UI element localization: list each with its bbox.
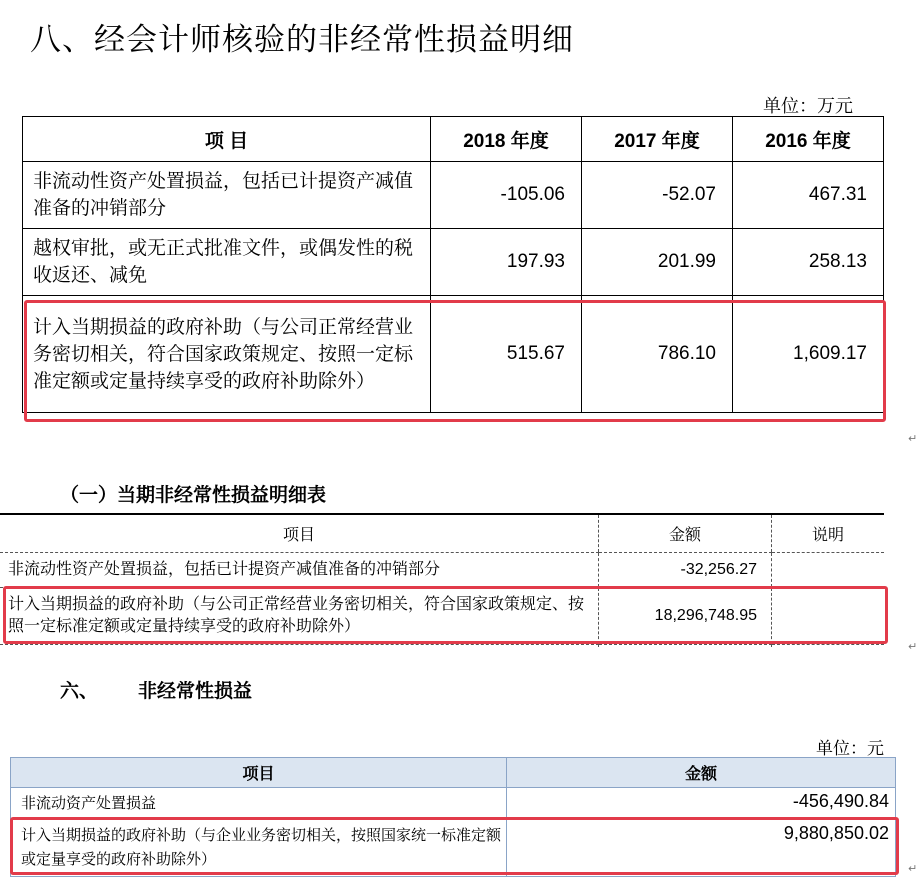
row-amount: -456,490.84	[507, 788, 896, 820]
column-header-item: 项目	[11, 758, 507, 788]
row-value-2018: -105.06	[431, 162, 582, 229]
paragraph-mark-icon: ↵	[908, 641, 918, 653]
row-amount: 9,880,850.02	[507, 820, 896, 877]
row-value-2017: 786.10	[582, 296, 733, 413]
table-row-cut-off	[0, 645, 884, 648]
row-note	[772, 553, 885, 588]
row-value-2016: 1,609.17	[733, 296, 884, 413]
row-item: 计入当期损益的政府补助（与公司正常经营业务密切相关，符合国家政策规定、按照一定标准定额或定量持续享受的政府补助除外）	[23, 296, 431, 413]
row-item: 非流动性资产处置损益，包括已计提资产减值准备的冲销部分	[0, 553, 599, 588]
row-item: 计入当期损益的政府补助（与公司正常经营业务密切相关，符合国家政策规定、按照一定标准定额或定量持续享受的政府补助除外）	[0, 588, 599, 645]
table-row	[23, 229, 884, 296]
table-header-row	[23, 117, 884, 162]
table-header-row	[0, 514, 884, 553]
unit-label: 单位：元	[816, 739, 884, 758]
section-title: 非经常性损益	[138, 681, 253, 702]
column-header-item: 项目	[0, 514, 599, 553]
page-title: 八、经会计师核验的非经常性损益明细	[30, 22, 574, 57]
row-value-2017: -52.07	[582, 162, 733, 229]
table-row	[11, 788, 896, 820]
column-header-2018: 2018 年度	[431, 117, 582, 162]
unit-label: 单位：万元	[763, 96, 853, 116]
row-value-2016: 467.31	[733, 162, 884, 229]
column-header-item: 项 目	[23, 117, 431, 162]
column-header-note: 说明	[772, 514, 885, 553]
table-row	[0, 553, 884, 588]
table-header-row	[11, 758, 896, 788]
section-number: 六、	[60, 681, 99, 702]
row-value-2018: 515.67	[431, 296, 582, 413]
column-header-2017: 2017 年度	[582, 117, 733, 162]
table-row	[23, 162, 884, 229]
column-header-amount: 金额	[599, 514, 772, 553]
highlight-box	[10, 817, 899, 875]
paragraph-mark-icon: ↵	[908, 863, 918, 875]
highlight-box	[24, 300, 886, 422]
row-item: 非流动性资产处置损益，包括已计提资产减值准备的冲销部分	[23, 162, 431, 229]
row-amount: 18,296,748.95	[599, 588, 772, 645]
row-item: 非流动资产处置损益	[11, 788, 507, 820]
row-item: 计入当期损益的政府补助（与企业业务密切相关，按照国家统一标准定额或定量享受的政府补助除外）	[11, 820, 507, 877]
row-item: 越权审批，或无正式批准文件，或偶发性的税收返还、减免	[23, 229, 431, 296]
column-header-amount: 金额	[507, 758, 896, 788]
highlight-box	[3, 586, 888, 644]
row-amount: -32,256.27	[599, 553, 772, 588]
row-value-2018: 197.93	[431, 229, 582, 296]
row-value-2016: 258.13	[733, 229, 884, 296]
section-subtitle: （一）当期非经常性损益明细表	[60, 485, 327, 506]
column-header-2016: 2016 年度	[733, 117, 884, 162]
row-value-2017: 201.99	[582, 229, 733, 296]
paragraph-mark-icon: ↵	[908, 433, 918, 445]
